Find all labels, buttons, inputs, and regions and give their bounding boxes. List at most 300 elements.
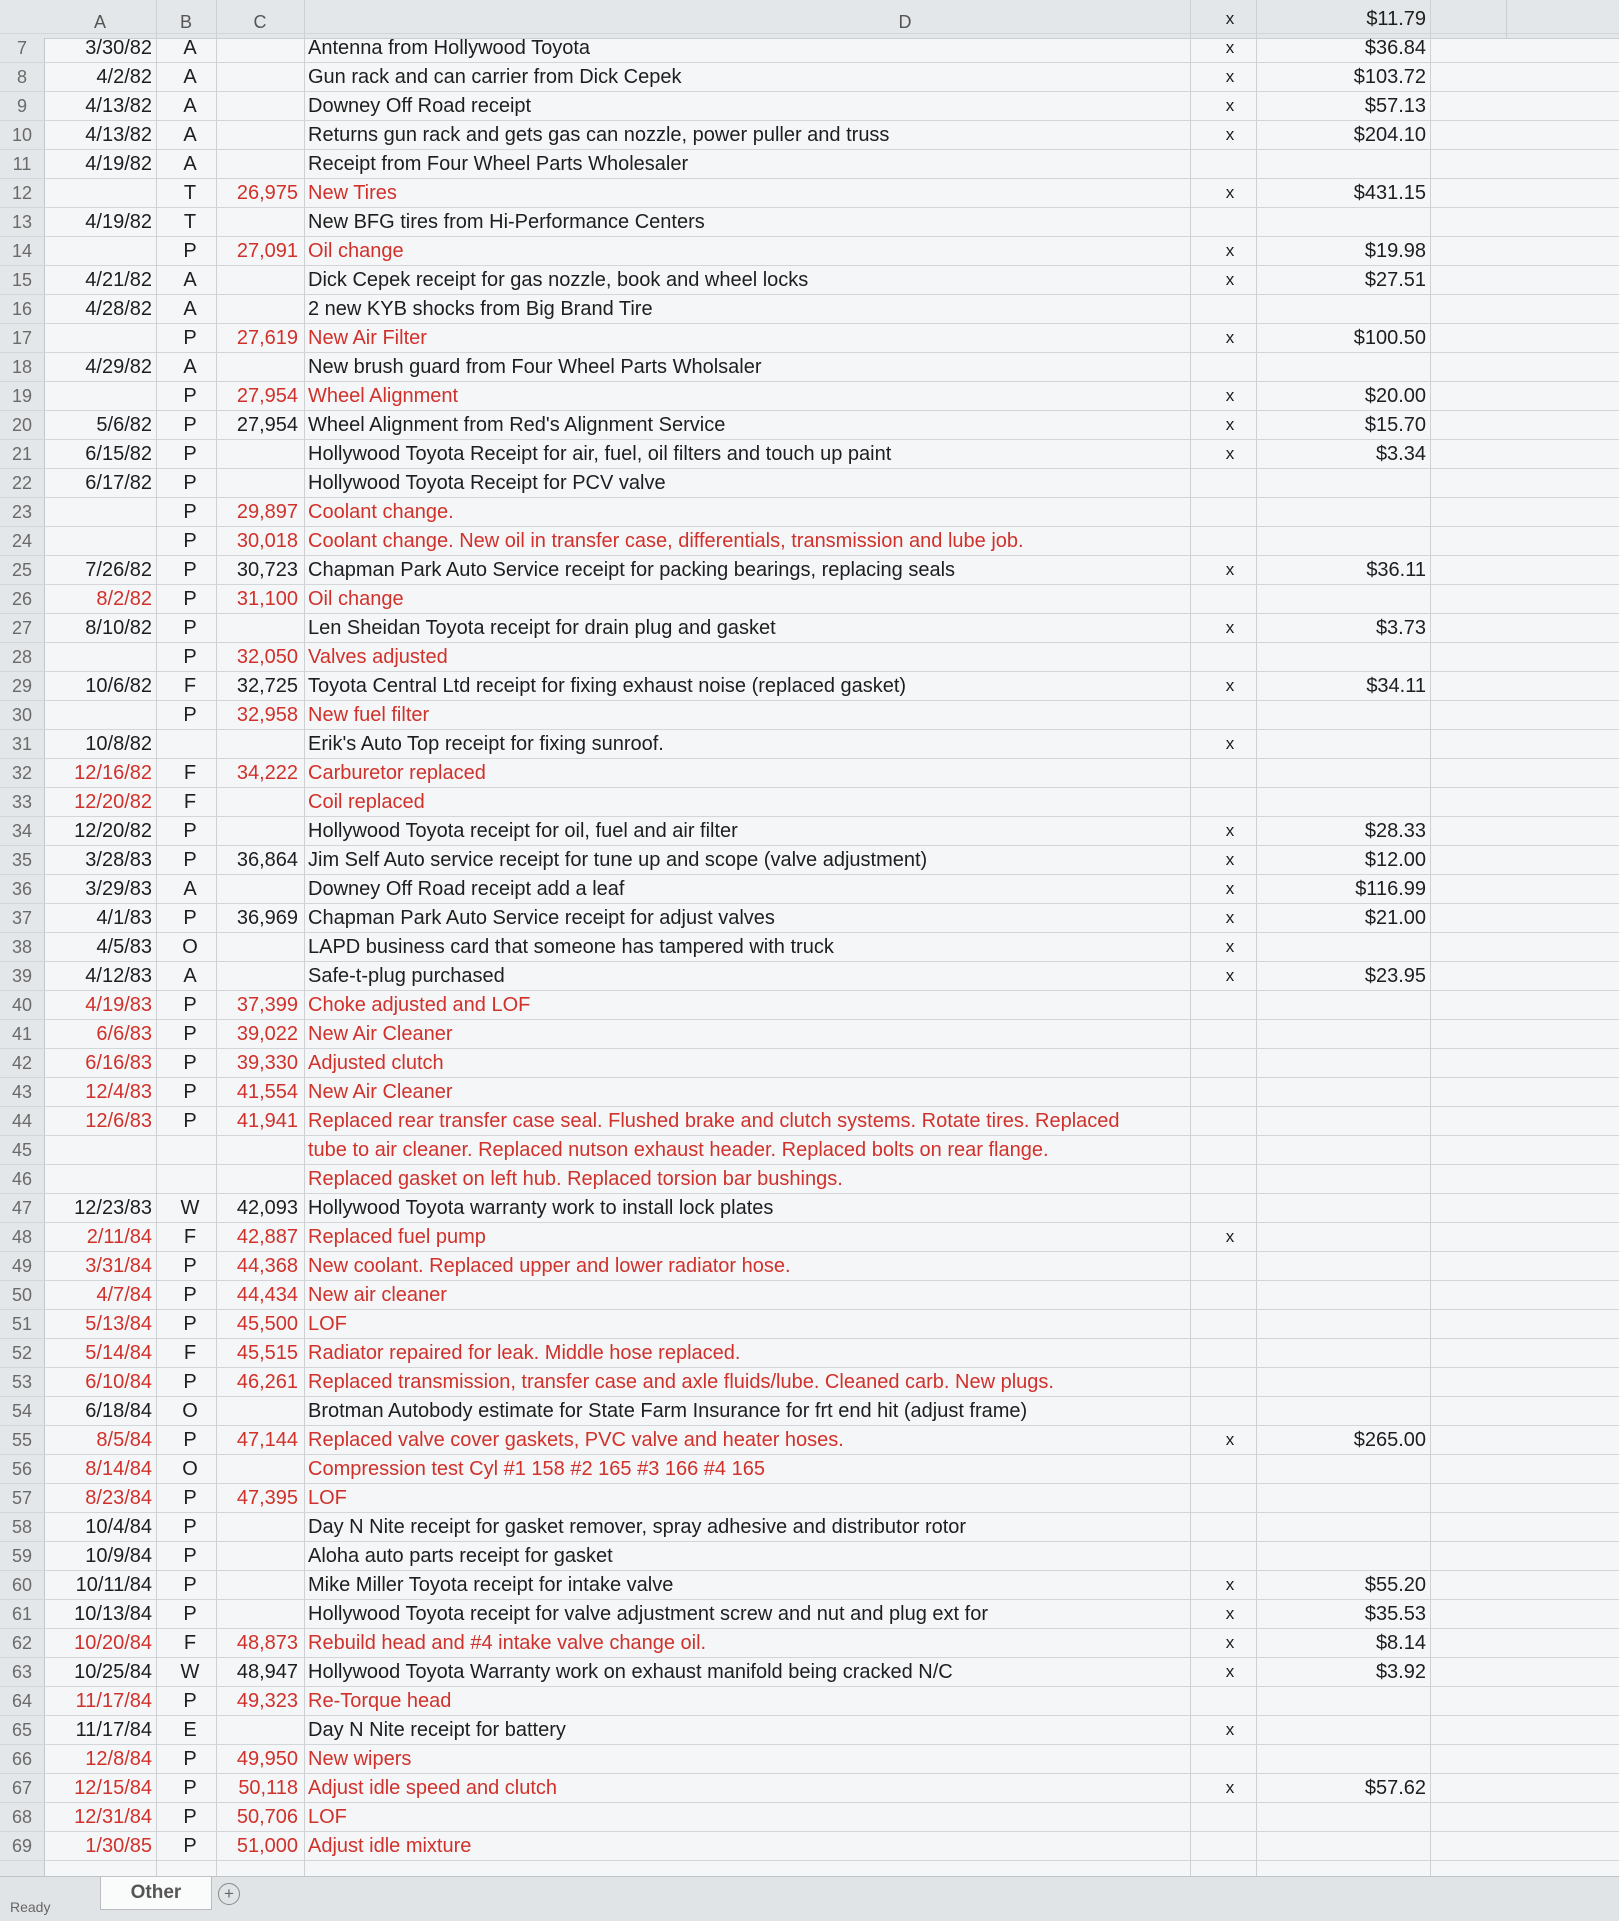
table-row[interactable] [0,903,1619,933]
mileage-cell[interactable] [220,62,298,91]
amount-cell[interactable]: $27.51 [1364,269,1426,291]
amount-cell[interactable] [1262,1251,1426,1280]
amount-cell[interactable] [1262,584,1426,613]
row-number[interactable]: 66 [11,1749,33,1769]
table-row[interactable] [0,1222,1619,1252]
table-row[interactable] [0,1570,1619,1600]
mileage-cell[interactable]: 44,368 [236,1255,298,1277]
receipt-mark-cell[interactable] [1210,526,1250,555]
amount-cell[interactable] [1262,1135,1426,1164]
mileage-cell[interactable] [220,33,298,62]
receipt-mark-cell[interactable]: x [1225,386,1235,405]
date-cell[interactable]: 4/19/83 [85,994,152,1016]
date-cell[interactable]: 5/6/82 [96,414,152,436]
category-cell[interactable]: A [183,37,197,59]
mileage-cell[interactable] [220,874,298,903]
amount-cell[interactable]: $55.20 [1364,1574,1426,1596]
table-row[interactable] [0,526,1619,556]
receipt-mark-cell[interactable] [1210,1048,1250,1077]
receipt-mark-cell[interactable] [1210,1396,1250,1425]
amount-cell[interactable]: $36.11 [1366,559,1426,581]
mileage-cell[interactable] [220,120,298,149]
amount-cell[interactable] [1262,1280,1426,1309]
category-cell[interactable]: A [183,66,197,88]
description-cell[interactable]: Rebuild head and #4 intake valve change oil. [308,1632,707,1654]
category-cell[interactable]: P [183,1690,197,1712]
category-cell[interactable]: E [183,1719,197,1741]
amount-cell[interactable]: $57.62 [1364,1777,1426,1799]
amount-cell[interactable]: $21.00 [1364,907,1426,929]
amount-cell[interactable]: $36.84 [1364,37,1426,59]
table-row[interactable] [0,381,1619,411]
mileage-cell[interactable]: 26,975 [236,182,298,204]
row-number[interactable]: 58 [11,1517,33,1537]
mileage-cell[interactable]: 27,954 [236,385,298,407]
description-cell[interactable]: Replaced rear transfer case seal. Flushed brake and clutch systems. Rotate tires. Replaced [308,1110,1120,1132]
description-cell[interactable]: Valves adjusted [308,646,448,668]
amount-cell[interactable]: $19.98 [1364,240,1426,262]
category-cell[interactable]: P [183,1777,197,1799]
row-number[interactable]: 65 [11,1720,33,1740]
receipt-mark-cell[interactable]: x [1225,38,1235,57]
amount-cell[interactable] [1262,1454,1426,1483]
description-cell[interactable]: New Air Cleaner [308,1023,453,1045]
table-row[interactable] [0,1338,1619,1368]
date-cell[interactable]: 7/26/82 [85,559,152,581]
category-cell[interactable]: P [183,820,197,842]
table-row[interactable] [0,874,1619,904]
table-row[interactable] [0,91,1619,121]
date-cell[interactable]: 10/6/82 [85,675,152,697]
date-cell[interactable]: 11/17/84 [75,1719,152,1741]
category-cell[interactable]: P [183,907,197,929]
date-cell[interactable]: 4/28/82 [85,298,152,320]
date-cell[interactable] [48,1164,152,1193]
table-row[interactable] [0,1019,1619,1049]
description-cell[interactable]: Re-Torque head [308,1690,452,1712]
row-number[interactable]: 53 [11,1372,33,1392]
date-cell[interactable]: 12/4/83 [85,1081,152,1103]
table-row[interactable] [0,1367,1619,1397]
amount-cell[interactable]: $35.53 [1364,1603,1426,1625]
table-row[interactable] [0,294,1619,324]
table-row[interactable] [0,236,1619,266]
mileage-cell[interactable]: 29,897 [236,501,298,523]
receipt-mark-cell[interactable] [1210,700,1250,729]
sheet-tab-other[interactable]: Other [100,1877,212,1910]
mileage-cell[interactable] [220,1135,298,1164]
category-cell[interactable]: W [180,1661,200,1683]
table-row[interactable] [0,1541,1619,1571]
table-row[interactable] [0,1077,1619,1107]
receipt-mark-cell[interactable] [1210,149,1250,178]
amount-cell[interactable] [1262,497,1426,526]
row-number[interactable]: 11 [12,154,32,174]
mileage-cell[interactable]: 36,864 [236,849,298,871]
table-row[interactable] [0,1280,1619,1310]
row-number[interactable]: 57 [11,1488,33,1508]
table-row[interactable] [0,207,1619,237]
description-cell[interactable]: tube to air cleaner. Replaced nutson exhaust header. Replaced bolts on rear flange. [308,1139,1049,1161]
amount-cell[interactable] [1262,1541,1426,1570]
receipt-mark-cell[interactable] [1210,1367,1250,1396]
row-number[interactable]: 62 [11,1633,33,1653]
amount-cell[interactable]: $103.72 [1353,66,1426,88]
description-cell[interactable]: New Tires [308,182,397,204]
category-cell[interactable]: P [183,617,197,639]
table-row[interactable] [0,352,1619,382]
table-row[interactable] [0,729,1619,759]
row-number[interactable]: 64 [11,1691,33,1711]
description-cell[interactable]: New fuel filter [308,704,430,726]
row-number[interactable]: 30 [11,705,33,725]
category-cell[interactable]: P [183,1748,197,1770]
category-cell[interactable]: F [183,791,197,813]
category-cell[interactable]: P [183,327,197,349]
table-row[interactable] [0,1831,1619,1861]
amount-cell[interactable] [1262,207,1426,236]
mileage-cell[interactable] [220,1715,298,1744]
row-number[interactable]: 7 [16,38,27,58]
category-cell[interactable]: A [183,298,197,320]
description-cell[interactable]: 2 new KYB shocks from Big Brand Tire [308,298,653,320]
mileage-cell[interactable]: 30,018 [236,530,298,552]
receipt-mark-cell[interactable]: x [1225,908,1235,927]
description-cell[interactable]: Downey Off Road receipt add a leaf [308,878,625,900]
date-cell[interactable] [48,700,152,729]
amount-cell[interactable] [1262,526,1426,555]
receipt-mark-cell[interactable] [1210,584,1250,613]
row-number[interactable]: 37 [11,908,33,928]
mileage-cell[interactable]: 45,500 [236,1313,298,1335]
category-cell[interactable]: P [183,501,197,523]
row-number[interactable]: 48 [11,1227,33,1247]
date-cell[interactable]: 8/2/82 [96,588,152,610]
category-cell[interactable]: P [183,1255,197,1277]
date-cell[interactable]: 10/8/82 [85,733,152,755]
description-cell[interactable]: Safe-t-plug purchased [308,965,505,987]
category-cell[interactable]: P [183,1052,197,1074]
table-row[interactable] [0,787,1619,817]
mileage-cell[interactable] [220,468,298,497]
mileage-cell[interactable]: 32,958 [236,704,298,726]
receipt-mark-cell[interactable] [1210,758,1250,787]
table-row[interactable] [0,584,1619,614]
date-cell[interactable]: 5/13/84 [85,1313,152,1335]
amount-cell[interactable] [1262,1367,1426,1396]
date-cell[interactable]: 12/20/82 [74,820,152,842]
mileage-cell[interactable]: 27,619 [236,327,298,349]
description-cell[interactable]: Coolant change. New oil in transfer case, differentials, transmission and lube job. [308,530,1024,552]
description-cell[interactable]: LOF [308,1806,347,1828]
date-cell[interactable]: 12/31/84 [74,1806,152,1828]
table-row[interactable] [0,990,1619,1020]
table-row[interactable] [0,439,1619,469]
table-row[interactable] [0,323,1619,353]
amount-cell[interactable] [1262,787,1426,816]
amount-cell[interactable] [1262,758,1426,787]
category-cell[interactable]: P [183,559,197,581]
row-number[interactable]: 27 [11,618,33,638]
receipt-mark-cell[interactable] [1210,1019,1250,1048]
row-number[interactable]: 68 [11,1807,33,1827]
category-cell[interactable]: P [183,704,197,726]
description-cell[interactable]: Carburetor replaced [308,762,486,784]
table-row[interactable] [0,613,1619,643]
mileage-cell[interactable] [220,4,298,33]
receipt-mark-cell[interactable] [1210,1802,1250,1831]
row-number[interactable]: 47 [11,1198,33,1218]
row-number[interactable]: 10 [11,125,33,145]
receipt-mark-cell[interactable]: x [1225,1662,1235,1681]
table-row[interactable] [0,33,1619,63]
category-cell[interactable]: P [183,472,197,494]
date-cell[interactable]: 10/25/84 [74,1661,152,1683]
row-number[interactable]: 15 [11,270,33,290]
mileage-cell[interactable]: 49,323 [236,1690,298,1712]
description-cell[interactable]: Choke adjusted and LOF [308,994,531,1016]
category-cell[interactable]: P [183,849,197,871]
date-cell[interactable]: 12/20/82 [74,791,152,813]
description-cell[interactable]: Returns gun rack and gets gas can nozzle, power puller and truss [308,124,890,146]
category-cell[interactable]: P [183,1545,197,1567]
receipt-mark-cell[interactable]: x [1225,1604,1235,1623]
date-cell[interactable]: 6/16/83 [85,1052,152,1074]
date-cell[interactable] [48,1135,152,1164]
date-cell[interactable] [48,236,152,265]
description-cell[interactable]: Toyota Central Ltd receipt for fixing exhaust noise (replaced gasket) [308,675,907,697]
receipt-mark-cell[interactable] [1210,1744,1250,1773]
row-number[interactable]: 52 [11,1343,33,1363]
date-cell[interactable]: 10/4/84 [85,1516,152,1538]
date-cell[interactable]: 12/6/83 [85,1110,152,1132]
table-row[interactable] [0,62,1619,92]
receipt-mark-cell[interactable] [1210,1831,1250,1860]
description-cell[interactable]: Brotman Autobody estimate for State Farm Insurance for frt end hit (adjust frame) [308,1400,1028,1422]
category-cell[interactable]: P [183,1603,197,1625]
category-cell[interactable]: P [183,240,197,262]
receipt-mark-cell[interactable]: x [1225,1430,1235,1449]
table-row[interactable] [0,1715,1619,1745]
table-row[interactable] [0,1193,1619,1223]
amount-cell[interactable] [1262,1164,1426,1193]
description-cell[interactable] [308,4,1188,33]
amount-cell[interactable] [1262,932,1426,961]
row-number[interactable]: 45 [11,1140,33,1160]
date-cell[interactable] [48,497,152,526]
amount-cell[interactable] [1262,642,1426,671]
date-cell[interactable]: 8/23/84 [85,1487,152,1509]
description-cell[interactable]: Chapman Park Auto Service receipt for adjust valves [308,907,775,929]
amount-cell[interactable]: $100.50 [1353,327,1426,349]
table-row[interactable] [0,120,1619,150]
description-cell[interactable]: Antenna from Hollywood Toyota [308,37,591,59]
receipt-mark-cell[interactable]: x [1225,879,1235,898]
row-number[interactable] [0,4,44,33]
date-cell[interactable]: 4/21/82 [85,269,152,291]
amount-cell[interactable] [1262,1483,1426,1512]
mileage-cell[interactable] [220,265,298,294]
date-cell[interactable]: 6/6/83 [96,1023,152,1045]
description-cell[interactable]: LOF [308,1487,347,1509]
date-cell[interactable]: 3/31/84 [85,1255,152,1277]
description-cell[interactable]: New air cleaner [308,1284,447,1306]
row-number[interactable]: 35 [11,850,33,870]
mileage-cell[interactable] [220,352,298,381]
mileage-cell[interactable]: 42,093 [236,1197,298,1219]
row-number[interactable]: 50 [11,1285,33,1305]
category-cell[interactable]: P [183,1313,197,1335]
description-cell[interactable]: Replaced valve cover gaskets, PVC valve and heater hoses. [308,1429,844,1451]
amount-cell[interactable]: $20.00 [1364,385,1426,407]
date-cell[interactable]: 2/11/84 [86,1226,152,1248]
description-cell[interactable]: Day N Nite receipt for battery [308,1719,566,1741]
receipt-mark-cell[interactable]: x [1225,1778,1235,1797]
description-cell[interactable]: New wipers [308,1748,412,1770]
row-number[interactable]: 69 [11,1836,33,1856]
row-number[interactable]: 24 [11,531,33,551]
receipt-mark-cell[interactable] [1210,468,1250,497]
mileage-cell[interactable] [220,1512,298,1541]
row-number[interactable]: 38 [11,937,33,957]
receipt-mark-cell[interactable] [1210,1077,1250,1106]
mileage-cell[interactable]: 51,000 [236,1835,298,1857]
category-cell[interactable]: F [183,675,197,697]
description-cell[interactable]: Wheel Alignment [308,385,459,407]
category-cell[interactable]: P [183,1371,197,1393]
row-number[interactable]: 36 [11,879,33,899]
category-cell[interactable]: A [183,356,197,378]
date-cell[interactable]: 4/5/83 [96,936,152,958]
description-cell[interactable]: Gun rack and can carrier from Dick Cepek [308,66,682,88]
amount-cell[interactable] [1262,468,1426,497]
amount-cell[interactable] [1262,1802,1426,1831]
row-number[interactable]: 54 [11,1401,33,1421]
receipt-mark-cell[interactable]: x [1225,415,1235,434]
mileage-cell[interactable] [220,1599,298,1628]
date-cell[interactable]: 10/13/84 [74,1603,152,1625]
category-cell[interactable] [160,729,220,758]
receipt-mark-cell[interactable]: x [1225,676,1235,695]
category-cell[interactable]: P [183,1835,197,1857]
date-cell[interactable]: 12/8/84 [85,1748,152,1770]
row-number[interactable]: 8 [16,67,27,87]
mileage-cell[interactable] [220,1454,298,1483]
description-cell[interactable]: Wheel Alignment from Red's Alignment Service [308,414,726,436]
amount-cell[interactable]: $116.99 [1355,878,1426,900]
category-cell[interactable]: P [183,414,197,436]
mileage-cell[interactable] [220,149,298,178]
description-cell[interactable]: Hollywood Toyota Receipt for air, fuel, oil filters and touch up paint [308,443,892,465]
category-cell[interactable] [160,1164,220,1193]
row-number[interactable]: 63 [11,1662,33,1682]
receipt-mark-cell[interactable] [1210,1135,1250,1164]
mileage-cell[interactable] [220,1541,298,1570]
row-number[interactable]: 18 [11,357,33,377]
mileage-cell[interactable]: 47,395 [236,1487,298,1509]
category-cell[interactable]: F [183,1632,197,1654]
amount-cell[interactable] [1262,1512,1426,1541]
mileage-cell[interactable] [220,1396,298,1425]
mileage-cell[interactable]: 49,950 [236,1748,298,1770]
table-row[interactable] [0,178,1619,208]
description-cell[interactable]: Coil replaced [308,791,425,813]
date-cell[interactable]: 4/7/84 [96,1284,152,1306]
description-cell[interactable]: Dick Cepek receipt for gas nozzle, book and wheel locks [308,269,809,291]
description-cell[interactable]: Erik's Auto Top receipt for fixing sunroof. [308,733,664,755]
row-number[interactable]: 39 [11,966,33,986]
row-number[interactable]: 9 [16,96,27,116]
table-row[interactable] [0,1773,1619,1803]
mileage-cell[interactable]: 31,100 [236,588,298,610]
row-number[interactable]: 29 [11,676,33,696]
receipt-mark-cell[interactable] [1210,1686,1250,1715]
row-number[interactable]: 40 [11,995,33,1015]
row-number[interactable]: 14 [11,241,33,261]
receipt-mark-cell[interactable] [1210,1280,1250,1309]
table-row[interactable] [0,1628,1619,1658]
mileage-cell[interactable]: 45,515 [236,1342,298,1364]
description-cell[interactable]: Oil change [308,588,404,610]
receipt-mark-cell[interactable]: x [1225,821,1235,840]
date-cell[interactable]: 4/19/82 [85,211,152,233]
column-header-b[interactable]: B [156,0,217,38]
receipt-mark-cell[interactable] [1210,1106,1250,1135]
column-header-d[interactable]: D [304,0,1507,38]
column-header-c[interactable]: C [216,0,305,38]
table-row[interactable] [0,149,1619,179]
table-row[interactable] [0,932,1619,962]
receipt-mark-cell[interactable] [1210,207,1250,236]
receipt-mark-cell[interactable]: x [1225,618,1235,637]
description-cell[interactable]: Oil change [308,240,404,262]
table-row[interactable] [0,1425,1619,1455]
table-row[interactable] [0,1599,1619,1629]
description-cell[interactable]: LOF [308,1313,347,1335]
category-cell[interactable]: A [183,878,197,900]
mileage-cell[interactable]: 39,330 [236,1052,298,1074]
row-number[interactable]: 61 [11,1604,33,1624]
receipt-mark-cell[interactable] [1210,1309,1250,1338]
receipt-mark-cell[interactable] [1210,1338,1250,1367]
receipt-mark-cell[interactable]: x [1225,850,1235,869]
date-cell[interactable] [48,323,152,352]
date-cell[interactable]: 1/30/85 [85,1835,152,1857]
description-cell[interactable]: Compression test Cyl #1 158 #2 165 #3 166 #4 165 [308,1458,765,1480]
table-row[interactable] [0,758,1619,788]
receipt-mark-cell[interactable]: x [1225,96,1235,115]
description-cell[interactable]: Downey Off Road receipt [308,95,532,117]
description-cell[interactable]: New Air Filter [308,327,427,349]
row-number[interactable]: 44 [11,1111,33,1131]
description-cell[interactable]: New Air Cleaner [308,1081,453,1103]
date-cell[interactable]: 12/23/83 [74,1197,152,1219]
mileage-cell[interactable] [220,932,298,961]
category-cell[interactable]: P [183,646,197,668]
amount-cell[interactable] [1262,1338,1426,1367]
mileage-cell[interactable] [220,961,298,990]
table-row[interactable] [0,1686,1619,1716]
receipt-mark-cell[interactable] [1210,1454,1250,1483]
category-cell[interactable]: A [183,153,197,175]
row-number[interactable]: 21 [11,444,33,464]
receipt-mark-cell[interactable] [1210,1512,1250,1541]
amount-cell[interactable]: $204.10 [1353,124,1426,146]
row-number[interactable]: 31 [11,734,33,754]
mileage-cell[interactable]: 32,725 [236,675,298,697]
table-row[interactable] [0,1483,1619,1513]
category-cell[interactable]: W [180,1197,200,1219]
